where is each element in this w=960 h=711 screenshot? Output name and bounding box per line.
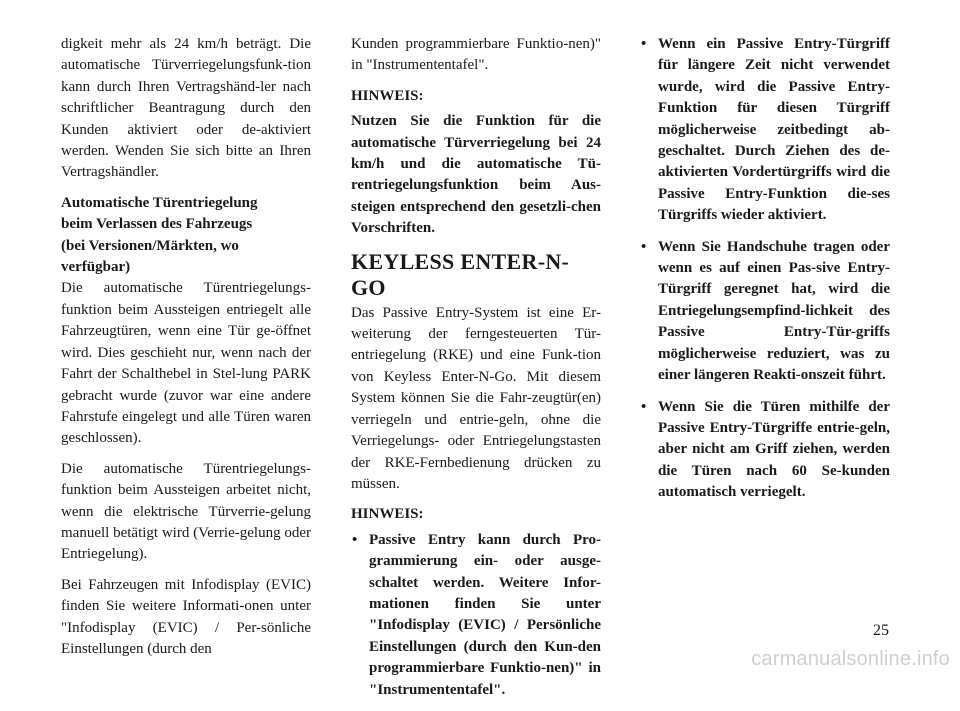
section-heading-line: (bei Versionen/Märkten, wo xyxy=(61,237,239,254)
bullet-icon: • xyxy=(641,238,647,255)
note-label: HINWEIS: xyxy=(351,87,424,104)
section-heading-line: verfügbar) xyxy=(61,259,131,276)
list-item xyxy=(640,237,890,387)
bullet-icon: • xyxy=(641,36,647,52)
section-heading-auto-unlock xyxy=(61,193,311,279)
list-item-text: Wenn ein Passive Entry-Türgriff für längere Zeit nicht verwendet wurde, wird die Passive Entry-Funktion für diesen Türgriff möglicherweise zeitbedingt ab-geschaltet. Durch Ziehen des de-aktivierten Vordertürgriffs wird die Passive Entry-Funktion die-ses Türgriffs wieder aktiviert. xyxy=(658,36,890,224)
page-number: 25 xyxy=(873,622,889,639)
column-middle xyxy=(351,34,601,711)
column-left xyxy=(61,34,311,660)
bullet-list xyxy=(351,530,601,701)
section-title-keyless: KEYLESS ENTER-N-GO xyxy=(351,248,570,300)
list-item-text: Wenn Sie Handschuhe tragen oder wenn es auf einen Pas-sive Entry-Türgriff geregnet hat, wird die Entriegelungsempfind-lichkeit des Passive Entry-Tür-griffs möglicherweise reduziert, was zu einer längeren Reakti-onszeit führt. xyxy=(658,238,890,384)
note-label: HINWEIS: xyxy=(351,506,424,523)
paragraph-door-lock-dealer: digkeit mehr als 24 km/h beträgt. Die automatische Türverriegelungsfunk-tion kann durch Ihren Vertragshänd-ler nach schriftlicher Beantragung durch den Kunden aktiviert oder de-aktiviert werden. Wenden Sie sich bitte an Ihren Vertragshändler. xyxy=(61,36,311,181)
list-item-text: Wenn Sie die Türen mithilfe der Passive Entry-Türgriffe entrie-geln, aber nicht am Griff ziehen, werden die Türen nach 60 Se-kunden automatisch verriegelt. xyxy=(658,398,890,501)
paragraph-auto-unlock-description: Die automatische Türentriegelungs-funktion beim Aussteigen entriegelt alle Fahrzeugtüren, wenn eine Tür ge-öffnet wird. Dies geschieht nur, wenn nach der Fahrt der Schalthebel in Stel-lung PARK gebracht wurde (zuvor war eine andere Fahrstufe eingelegt und alle Türen waren geschlossen). xyxy=(61,280,311,447)
bullet-list xyxy=(640,34,890,504)
section-heading-line: Automatische Türentriegelung xyxy=(61,194,258,211)
list-item-text: Passive Entry kann durch Pro-grammierung ein- oder ausge-schaltet werden. Weitere Infor-mationen finden Sie unter "Infodisplay (EVIC) / Persönliche Einstellungen (durch den Kun-den programmierbare Funktio-nen)" in "Instrumententafel". xyxy=(369,531,601,698)
paragraph-evic-reference-continued: Kunden programmierbare Funktio-nen)" in "Instrumententafel". xyxy=(351,36,601,74)
note-legal-usage: Nutzen Sie die Funktion für die automatische Türverriegelung bei 24 km/h und die automatische Tü-rentriegelungsfunktion beim Aus-steigen entsprechend den gesetzli-chen Vorschriften. xyxy=(351,113,601,237)
list-item xyxy=(351,530,601,701)
paragraph-evic-reference: Bei Fahrzeugen mit Infodisplay (EVIC) finden Sie weitere Informati-onen unter "Infodisplay (EVIC) / Per-sönliche Einstellungen (durch den xyxy=(61,576,311,657)
bullet-icon: • xyxy=(641,398,647,415)
paragraph-passive-entry-intro: Das Passive Entry-System ist eine Er-weiterung der ferngesteuerten Tür-entriegelung (RKE) und eine Funk-tion von Keyless Enter-N-Go. Mit diesem System können Sie die Fahr-zeugtür(en) verriegeln und entrie-geln, ohne die Verriegelungs- oder Entriegelungstasten der RKE-Fernbedienung drücken zu müssen. xyxy=(351,304,601,492)
list-item xyxy=(640,397,890,504)
paragraph-auto-unlock-limitation: Die automatische Türentriegelungs-funktion beim Aussteigen arbeitet nicht, wenn die elektrische Türverrie-gelung manuell betätigt wird (Verrie-gelung oder Entriegelung). xyxy=(61,460,311,563)
watermark: carmanualsonline.info xyxy=(751,648,950,670)
section-heading-line: beim Verlassen des Fahrzeugs xyxy=(61,216,253,233)
list-item xyxy=(640,34,890,227)
bullet-icon: • xyxy=(352,531,358,548)
column-right xyxy=(640,34,890,514)
